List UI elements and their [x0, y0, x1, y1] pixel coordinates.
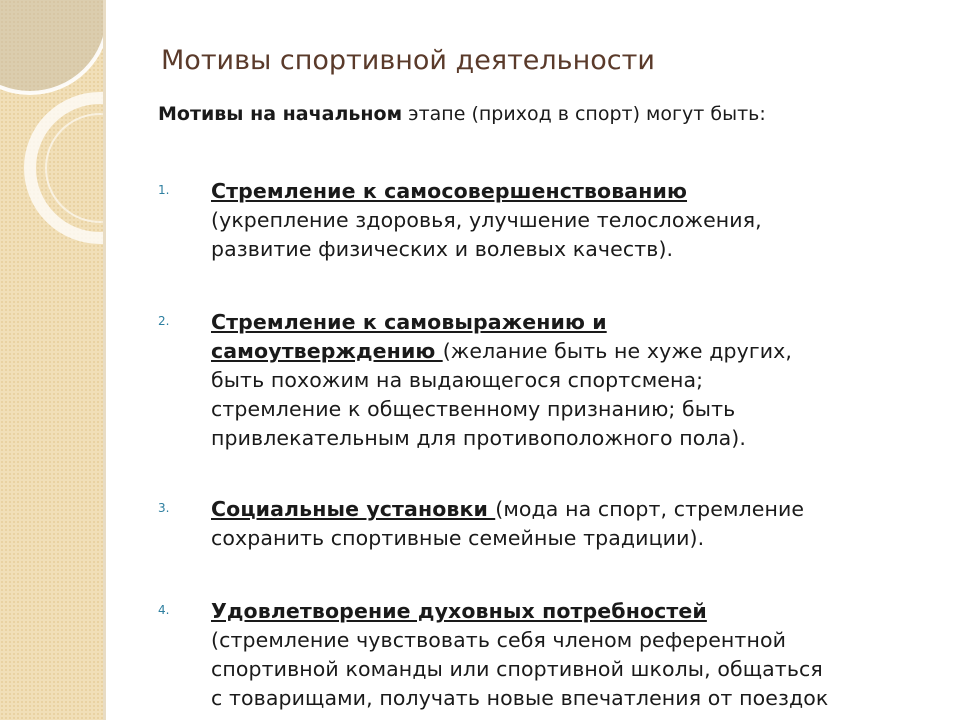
list-item-4 [158, 597, 928, 713]
item-line: быть похожим на выдающегося спортсмена; [211, 368, 704, 392]
slide-subtitle [158, 103, 766, 125]
slide-title: Мотивы спортивной деятельности [161, 45, 655, 76]
list-number: 1. [158, 183, 170, 197]
item-line: привлекательным для противоположного пола). [211, 426, 747, 450]
item-line: с товарищами, получать новые впечатления от поездок [211, 686, 829, 710]
item-heading: Стремление к самосовершенствованию [211, 179, 688, 203]
item-line: развитие физических и волевых качеств). [211, 237, 674, 261]
item-line: (укрепление здоровья, улучшение телосложения, [211, 208, 762, 232]
decorative-side-strip [0, 0, 106, 720]
list-item-3 [158, 495, 928, 553]
list-item-1 [158, 177, 928, 264]
list-number: 3. [158, 501, 170, 515]
decorative-circles [0, 0, 103, 720]
item-heading: Социальные установки [211, 497, 496, 521]
list-number: 2. [158, 314, 170, 328]
item-heading: Удовлетворение духовных потребностей [211, 599, 707, 623]
subtitle-rest: этапе (приход в спорт) могут быть: [402, 103, 766, 125]
item-heading: самоутверждению [211, 339, 443, 363]
list-item-2 [158, 308, 928, 453]
item-tail: (желание быть не хуже других, [442, 339, 793, 363]
item-tail: (мода на спорт, стремление [495, 497, 805, 521]
item-line: (стремление чувствовать себя членом референтной [211, 628, 787, 652]
subtitle-bold: Мотивы на начальном [158, 103, 403, 125]
item-line: стремление к общественному признанию; быть [211, 397, 736, 421]
item-heading: Стремление к самовыражению и [211, 310, 607, 334]
list-number: 4. [158, 603, 170, 617]
item-line: сохранить спортивные семейные традиции). [211, 526, 705, 550]
item-line: спортивной команды или спортивной школы, общаться [211, 657, 823, 681]
